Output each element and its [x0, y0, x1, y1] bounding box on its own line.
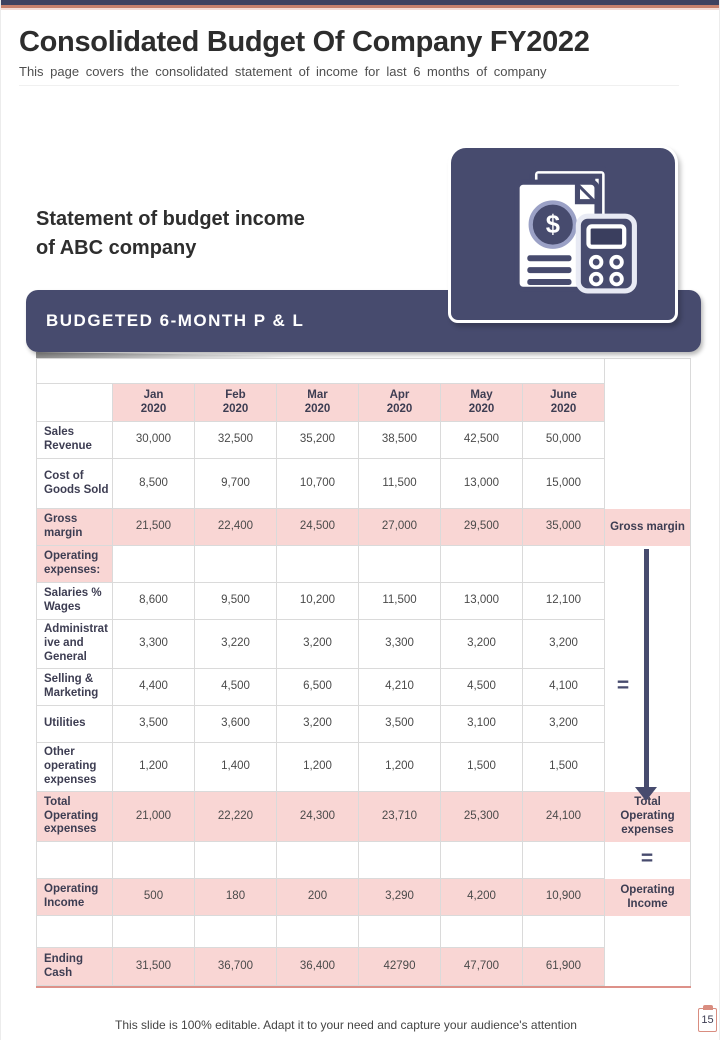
- table-value-cell: 38,500: [359, 422, 441, 459]
- table-value-cell: 10,700: [277, 459, 359, 509]
- annotation-spacer: [605, 359, 691, 384]
- section-banner-label: BUDGETED 6-MONTH P & L: [46, 311, 305, 330]
- finance-icon-card: [448, 145, 678, 323]
- table-value-cell: 4,400: [113, 669, 195, 706]
- table-value-cell: 22,400: [195, 509, 277, 546]
- table-value-cell: 3,200: [277, 620, 359, 669]
- annotation-label: Operating Income: [605, 879, 691, 916]
- table-value-cell: 1,400: [195, 743, 277, 792]
- table-value-cell: 11,500: [359, 459, 441, 509]
- table-value-cell: 4,500: [195, 669, 277, 706]
- svg-text:$: $: [545, 211, 560, 240]
- table-value-cell: 1,200: [113, 743, 195, 792]
- table-value-cell: 8,500: [113, 459, 195, 509]
- table-value-cell: 36,400: [277, 948, 359, 986]
- table-value-cell: 21,000: [113, 792, 195, 842]
- table-value-cell: 1,200: [359, 743, 441, 792]
- page-title: Consolidated Budget Of Company FY2022: [19, 26, 590, 58]
- table-row-label: Operating expenses:: [36, 546, 113, 583]
- annotation-cell: [605, 948, 691, 986]
- table-value-cell: 8,600: [113, 583, 195, 620]
- table-value-cell: 24,100: [523, 792, 605, 842]
- table-value-cell: 23,710: [359, 792, 441, 842]
- table-cell-empty: [113, 842, 195, 879]
- page-subtitle: This page covers the consolidated statement of income for last 6 months of company: [19, 64, 679, 86]
- table-value-cell: 1,500: [523, 743, 605, 792]
- statement-heading-line2: of ABC company: [36, 237, 197, 259]
- table-value-cell: 3,300: [359, 620, 441, 669]
- table-value-cell: 3,290: [359, 879, 441, 916]
- table-cell-empty: [523, 916, 605, 948]
- top-fade-bar: [1, 8, 720, 10]
- table-value-cell: [277, 546, 359, 583]
- table-value-cell: 3,500: [359, 706, 441, 743]
- table-value-cell: 500: [113, 879, 195, 916]
- table-cell-empty: [359, 842, 441, 879]
- table-cell-empty: [277, 842, 359, 879]
- table-cell-empty: [523, 842, 605, 879]
- table-value-cell: 50,000: [523, 422, 605, 459]
- table-value-cell: 10,200: [277, 583, 359, 620]
- table-value-cell: 25,300: [441, 792, 523, 842]
- down-arrow-head-icon: [635, 787, 657, 801]
- annotation-cell: [605, 384, 691, 422]
- table-spacer-row: [36, 842, 113, 879]
- table-column-header: Mar 2020: [277, 384, 359, 422]
- table-value-cell: 4,100: [523, 669, 605, 706]
- annotation-cell: [605, 459, 691, 509]
- table-column-header: Feb 2020: [195, 384, 277, 422]
- table-value-cell: 13,000: [441, 583, 523, 620]
- table-value-cell: 22,220: [195, 792, 277, 842]
- table-value-cell: 27,000: [359, 509, 441, 546]
- table-value-cell: 36,700: [195, 948, 277, 986]
- table-value-cell: 9,500: [195, 583, 277, 620]
- table-row-label: Selling & Marketing: [36, 669, 113, 706]
- table-value-cell: 3,220: [195, 620, 277, 669]
- table-value-cell: 32,500: [195, 422, 277, 459]
- table-value-cell: 9,700: [195, 459, 277, 509]
- annotation-cell: [605, 916, 691, 948]
- table-column-header: June 2020: [523, 384, 605, 422]
- down-arrow-icon: [644, 549, 649, 787]
- table-row-label: Total Operating expenses: [36, 792, 113, 842]
- table-value-cell: 3,200: [523, 620, 605, 669]
- table-corner-cell: [36, 384, 113, 422]
- table-value-cell: 200: [277, 879, 359, 916]
- table-row-label: Cost of Goods Sold: [36, 459, 113, 509]
- annotation-cell: [605, 422, 691, 459]
- pl-table: [36, 358, 691, 988]
- table-value-cell: 3,300: [113, 620, 195, 669]
- table-value-cell: 30,000: [113, 422, 195, 459]
- table-value-cell: 13,000: [441, 459, 523, 509]
- table-value-cell: 47,700: [441, 948, 523, 986]
- table-value-cell: 61,900: [523, 948, 605, 986]
- table-value-cell: [523, 546, 605, 583]
- table-value-cell: 3,200: [441, 620, 523, 669]
- table-value-cell: 6,500: [277, 669, 359, 706]
- table-row-label: Gross margin: [36, 509, 113, 546]
- table-value-cell: 4,210: [359, 669, 441, 706]
- table-value-cell: 35,000: [523, 509, 605, 546]
- table-value-cell: 21,500: [113, 509, 195, 546]
- table-cell-empty: [195, 916, 277, 948]
- table-cell-empty: [441, 916, 523, 948]
- annotation-label: Total Operating expenses: [605, 792, 691, 842]
- table-value-cell: 24,500: [277, 509, 359, 546]
- table-spacer-row: [36, 916, 113, 948]
- table-cell-empty: [359, 916, 441, 948]
- table-value-cell: 35,200: [277, 422, 359, 459]
- table-row-label: Sales Revenue: [36, 422, 113, 459]
- table-value-cell: 1,200: [277, 743, 359, 792]
- table-column-header: Jan 2020: [113, 384, 195, 422]
- table-cell-empty: [277, 916, 359, 948]
- table-value-cell: [359, 546, 441, 583]
- table-value-cell: 180: [195, 879, 277, 916]
- table-value-cell: 3,200: [523, 706, 605, 743]
- table-value-cell: 15,000: [523, 459, 605, 509]
- annotation-label: Gross margin: [605, 509, 691, 546]
- table-column-header: May 2020: [441, 384, 523, 422]
- table-value-cell: 29,500: [441, 509, 523, 546]
- table-value-cell: [113, 546, 195, 583]
- statement-heading: [36, 205, 366, 263]
- equals-icon: =: [616, 674, 630, 697]
- table-value-cell: 4,200: [441, 879, 523, 916]
- table-row-label: Administrative and General: [36, 620, 113, 669]
- table-spacer-row: [36, 359, 605, 384]
- table-row-label: Utilities: [36, 706, 113, 743]
- page-number: 15: [701, 1014, 714, 1026]
- statement-heading-line1: Statement of budget income: [36, 208, 305, 230]
- table-value-cell: [441, 546, 523, 583]
- table-value-cell: 12,100: [523, 583, 605, 620]
- table-row-label: Other operating expenses: [36, 743, 113, 792]
- table-row-label: Operating Income: [36, 879, 113, 916]
- table-column-header: Apr 2020: [359, 384, 441, 422]
- table-value-cell: 3,500: [113, 706, 195, 743]
- document-dollar-calculator-icon: [478, 159, 648, 309]
- table-row-label: Salaries % Wages: [36, 583, 113, 620]
- table-value-cell: 42,500: [441, 422, 523, 459]
- table-value-cell: 10,900: [523, 879, 605, 916]
- table-row-label: Ending Cash: [36, 948, 113, 986]
- table-value-cell: 3,600: [195, 706, 277, 743]
- table-value-cell: 3,200: [277, 706, 359, 743]
- footer-note: This slide is 100% editable. Adapt it to your need and capture your audience's attention: [115, 1018, 577, 1032]
- table-value-cell: 31,500: [113, 948, 195, 986]
- table-value-cell: 3,100: [441, 706, 523, 743]
- table-value-cell: 4,500: [441, 669, 523, 706]
- table-cell-empty: [441, 842, 523, 879]
- equals-icon: =: [640, 847, 654, 870]
- page-number-badge-tab: [703, 1005, 713, 1010]
- table-cell-empty: [113, 916, 195, 948]
- page-number-badge: [698, 1008, 717, 1032]
- pl-table-grid: [36, 359, 691, 986]
- table-value-cell: 24,300: [277, 792, 359, 842]
- table-cell-empty: [195, 842, 277, 879]
- table-value-cell: 11,500: [359, 583, 441, 620]
- table-value-cell: 42790: [359, 948, 441, 986]
- table-value-cell: 1,500: [441, 743, 523, 792]
- table-value-cell: [195, 546, 277, 583]
